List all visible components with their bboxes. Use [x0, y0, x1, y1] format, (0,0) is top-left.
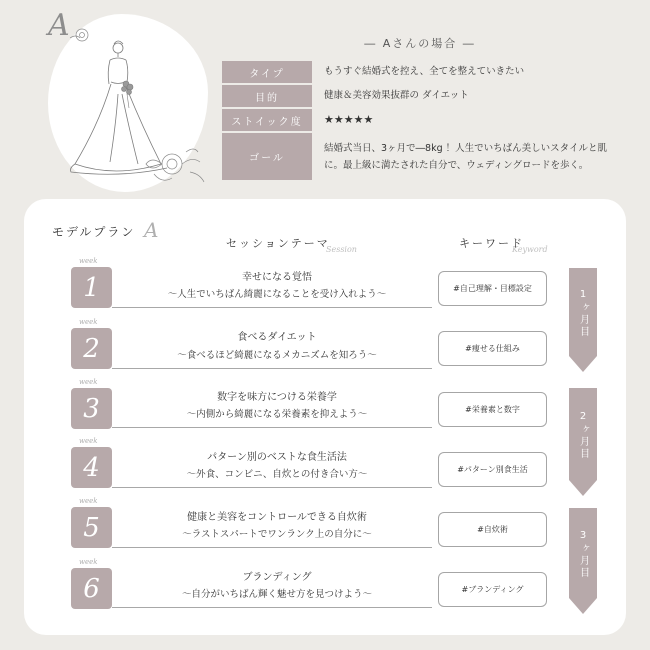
session-title: 健康と美容をコントロールできる自炊術	[187, 512, 367, 523]
keyword-tag: #栄養素と数字	[438, 392, 547, 427]
small-flower-icon	[66, 24, 100, 46]
week-label: week	[79, 257, 98, 265]
info-label: タイプ	[222, 61, 312, 83]
week-label: week	[79, 497, 98, 505]
week-label: week	[79, 378, 98, 386]
star-rating: ★★★★★	[324, 113, 374, 126]
session-subtitle: 〜内側から綺麗になる栄養素を抑えよう〜	[186, 409, 368, 420]
info-label: 目的	[222, 85, 312, 107]
keyword-tag: #パターン別食生活	[438, 452, 547, 487]
session-subtitle: 〜自分がいちばん輝く魅せ方を見つけよう〜	[181, 589, 372, 600]
column-header-session: セッションテーマ	[226, 237, 330, 250]
session-subtitle: 〜外食、コンビニ、自炊との付き合い方〜	[186, 469, 368, 480]
session-number: 3	[71, 388, 112, 429]
row-divider	[112, 547, 432, 548]
keyword-tag: #ブランディング	[438, 572, 547, 607]
profile-title: ― Aさんの場合 ―	[364, 37, 476, 50]
info-row-goal	[222, 133, 622, 180]
session-title: パターン別のベストな食生活法	[207, 452, 347, 463]
keyword-tag: #自己理解・目標設定	[438, 271, 547, 306]
info-value: 結婚式当日、3ヶ月で―8kg ！人生でいちばん美しいスタイルと肌に。最上級に満たされた自分で、ウェディングロードを歩く。	[324, 142, 607, 171]
month-label-1: 1ヶ月目	[577, 288, 589, 338]
session-number: 2	[71, 328, 112, 369]
info-value: 健康＆美容効果抜群の ダイエット	[324, 90, 469, 101]
week-label: week	[79, 318, 98, 326]
month-label-2: 2ヶ月目	[577, 410, 589, 460]
plan-script-letter: A	[144, 218, 159, 242]
row-divider	[112, 487, 432, 488]
keyword-tag: #自炊術	[438, 512, 547, 547]
column-script-keyword: Keyword	[512, 245, 548, 254]
info-row-type	[222, 61, 524, 83]
row-divider	[112, 607, 432, 608]
session-number: 4	[71, 447, 112, 488]
week-label: week	[79, 558, 98, 566]
session-title: 数字を味方につける栄養学	[217, 392, 337, 403]
flower-icon	[142, 142, 208, 190]
row-divider	[112, 368, 432, 369]
row-divider	[112, 307, 432, 308]
session-number: 6	[71, 568, 112, 609]
week-label: week	[79, 437, 98, 445]
info-row-purpose	[222, 85, 469, 107]
column-script-session: Session	[326, 245, 357, 254]
info-label: ゴール	[222, 133, 312, 180]
row-divider	[112, 427, 432, 428]
info-value: もうすぐ結婚式を控え、全てを整えていきたい	[324, 66, 525, 77]
column-header-keyword: キーワード	[459, 237, 524, 250]
keyword-tag: #痩せる仕組み	[438, 331, 547, 366]
session-title: 幸せになる覚悟	[242, 272, 312, 283]
script-letter-a: A	[48, 8, 70, 43]
session-subtitle: 〜食べるほど綺麗になるメカニズムを知ろう〜	[177, 350, 377, 361]
session-subtitle: 〜ラストスパートでワンランク上の自分に〜	[182, 529, 372, 540]
session-number: 1	[71, 267, 112, 308]
session-title: 食べるダイエット	[237, 332, 317, 343]
session-title: ブランディング	[242, 572, 312, 583]
month-label-3: 3ヶ月目	[577, 529, 589, 579]
session-subtitle: 〜人生でいちばん綺麗になることを受け入れよう〜	[167, 289, 387, 300]
session-number: 5	[71, 507, 112, 548]
model-plan-title: モデルプラン	[52, 225, 136, 239]
info-label: ストイック度	[222, 109, 312, 131]
info-row-stoic-level	[222, 109, 373, 131]
